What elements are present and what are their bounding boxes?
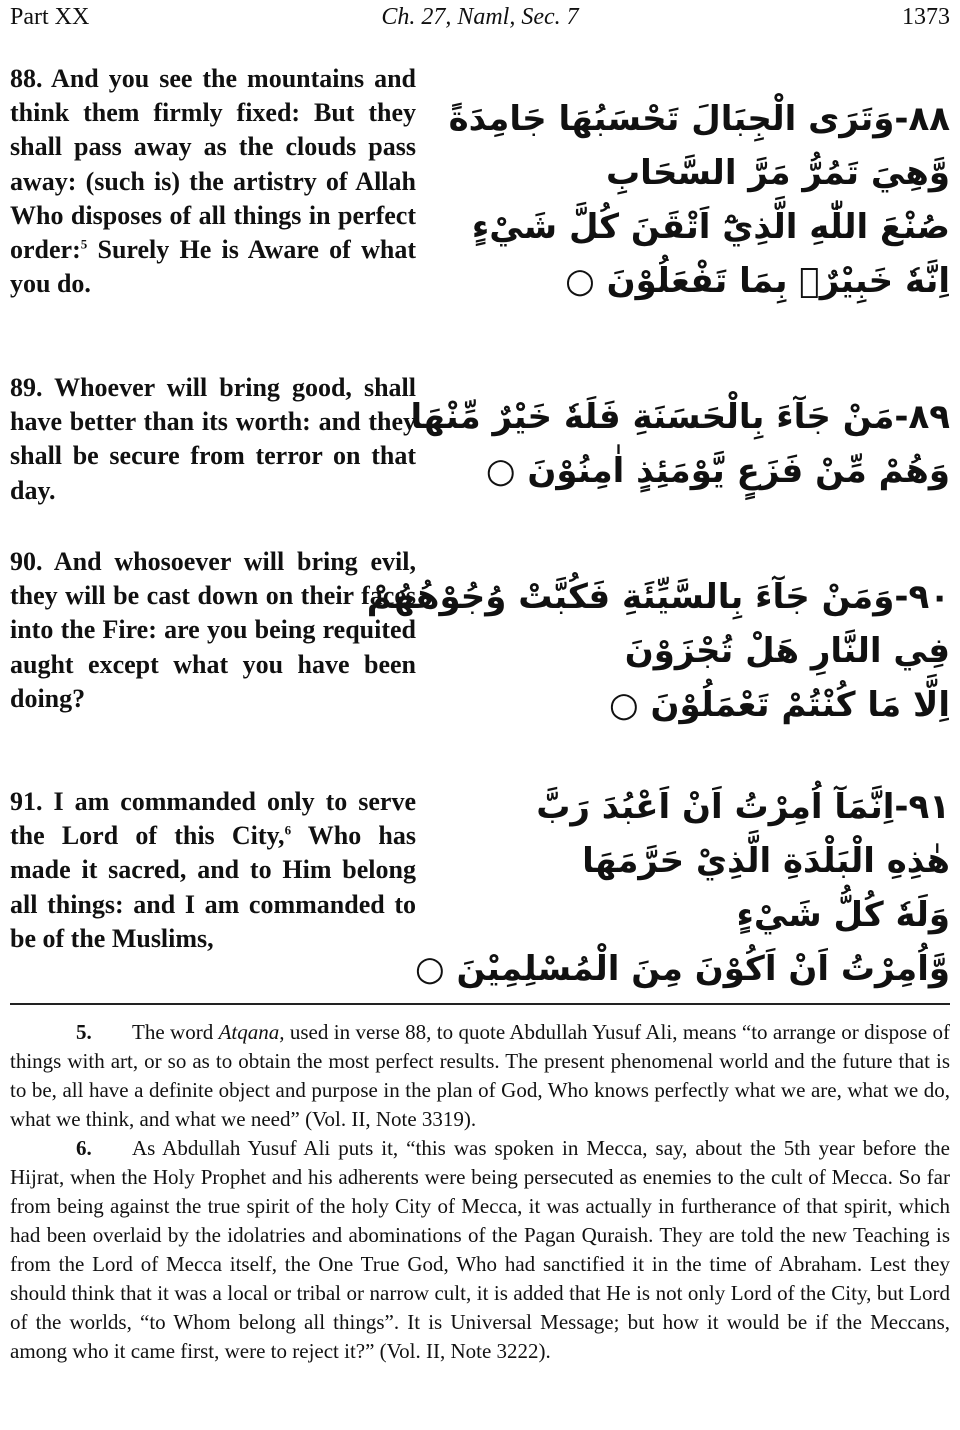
arabic-line: ٩١-اِنَّمَآ اُمِرْتُ اَنْ اَعْبُدَ رَبَّ (536, 787, 950, 827)
page-header (10, 4, 950, 36)
footnote-divider (10, 1003, 950, 1005)
chapter-title: Ch. 27, Naml, Sec. 7 (381, 4, 579, 30)
footnote-number: 6. (76, 1136, 92, 1160)
verse-91-english: 91. I am commanded only to serve the Lord of this City,$^6$ Who has made it sacred, and to Him belong all things: and I am commanded to be of the Muslims, (10, 787, 416, 953)
verse-90-english: 90. And whosoever will bring evil, they will be cast down on their faces into the Fire: are you being requited aught except what you have been doing? (10, 547, 416, 713)
footnote-5: 5. The word Atqana, used in verse 88, to quote Abdullah Yusuf Ali, means “to arrange or dispose of things with art, or so as to obtain the most perfect results. The present phenomenal world and the future that is to be, all have a definite object and purpose in the plan of God, Who knows perfectly what we are, what we do, what we think, and what we need” (Vol. II, Note 3319). (10, 1020, 950, 1131)
verse-90-arabic (366, 570, 950, 732)
verse-89-arabic (410, 390, 950, 498)
verse-88-english: 88. And you see the mountains and think them firmly fixed: But they shall pass away as the clouds pass away: (such is) the artistry of Allah Who disposes of all things in perfect order:$^5$ Surely He is Aware of what you do. (10, 64, 416, 299)
arabic-line: ٨٩-مَنْ جَآءَ بِالْحَسَنَةِ فَلَهٗ خَيْرٌ مِّنْهَا (410, 397, 950, 437)
arabic-line: هٰذِهِ الْبَلْدَةِ الَّذِيْ حَرَّمَهَا (582, 841, 950, 881)
arabic-line: ٩٠-وَمَنْ جَآءَ بِالسَّيِّئَةِ فَكُبَّتْ وُجُوْهُهُمْ (366, 577, 950, 617)
arabic-line: وَّاُمِرْتُ اَنْ اَكُوْنَ مِنَ الْمُسْلِمِيْنَ ○ (414, 949, 950, 989)
footnote-ref-5[interactable]: 5 (80, 236, 88, 252)
arabic-line: صُنْعَ اللّٰهِ الَّذِيْٓ اَتْقَنَ كُلَّ شَيْءٍ (471, 207, 950, 247)
arabic-line: فِي النَّارِ هَلْ تُجْزَوْنَ (624, 631, 950, 671)
arabic-line: اِنَّهٗ خَبِيْرٌۢ بِمَا تَفْعَلُوْنَ ○ (565, 261, 950, 301)
arabic-line: وَهُمْ مِّنْ فَزَعٍ يَّوْمَئِذٍ اٰمِنُوْنَ ○ (485, 451, 950, 491)
arabic-line: ٨٨-وَتَرَى الْجِبَالَ تَحْسَبُهَا جَامِدَةً (448, 99, 950, 139)
page-number: 1373 (902, 4, 950, 30)
footnotes (10, 1018, 950, 1366)
arabic-line: وَلَهٗ كُلُّ شَيْءٍ (736, 895, 950, 935)
verse-89-english: 89. Whoever will bring good, shall have better than its worth: and they shall be secure from terror on that day. (10, 373, 416, 505)
arabic-line: اِلَّا مَا كُنْتُمْ تَعْمَلُوْنَ ○ (609, 685, 950, 725)
verse-88-arabic (448, 92, 950, 308)
arabic-line: وَّهِيَ تَمُرُّ مَرَّ السَّحَابِ (606, 153, 950, 193)
footnote-number: 5. (76, 1020, 92, 1044)
part-label: Part XX (10, 4, 90, 30)
verse-91-arabic (414, 780, 950, 996)
footnote-6: 6. As Abdullah Yusuf Ali puts it, “this was spoken in Mecca, say, about the 5th year before the Hijrat, when the Holy Prophet and his adherents were being persecuted as enemies to the cult of Mecca. So far from being against the true spirit of the holy City of Mecca, it was actually in furtherance of that spirit, which had been overlaid by the idolatries and abominations of the Pagan Quraish. They are told the new Teaching is from the Lord of Mecca itself, the One True God, Who had sanctified it in the time of Abraham. Lest they should think that it was a local or tribal or narrow cult, it is added that He is not only Lord of the City, but Lord of the worlds, “to Whom belong all things”. It is Universal Message; but how it would be if the Meccans, among who it came first, were to reject it?” (Vol. II, Note 3222). (10, 1136, 950, 1363)
footnote-ref-6[interactable]: 6 (284, 822, 292, 838)
